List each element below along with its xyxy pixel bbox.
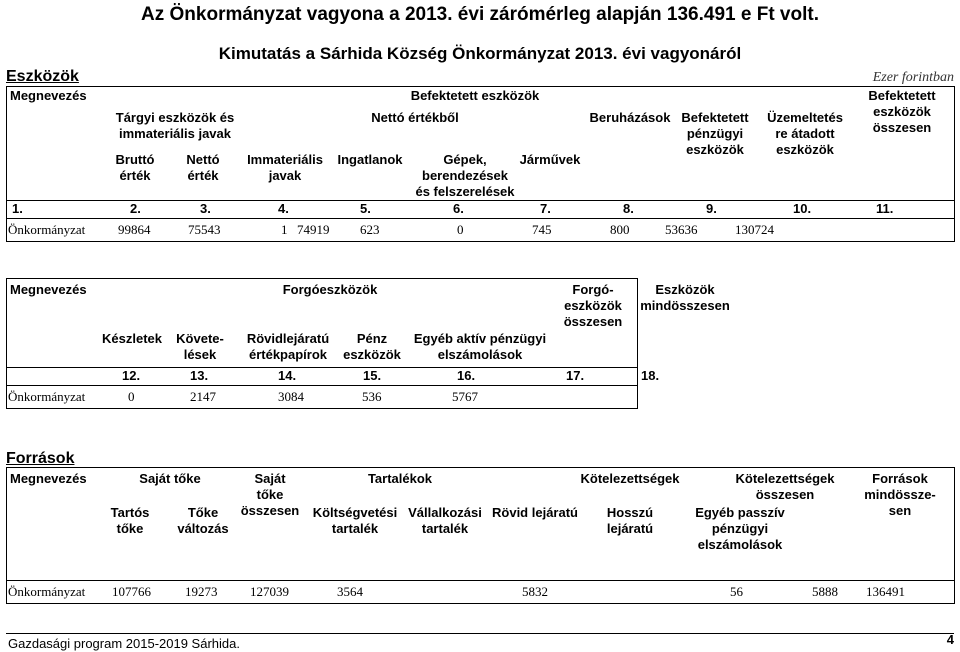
assets-cell-intangible: 1 xyxy=(281,222,288,237)
current-colnum-17: 17. xyxy=(566,368,585,383)
assets-header-machines-b: berendezések xyxy=(422,168,508,183)
assets-colnum-6: 6. xyxy=(453,201,464,216)
assets-header-gross-a: Bruttó xyxy=(115,152,155,167)
current-colnum-14: 14. xyxy=(278,368,297,383)
assets-header-net-a: Nettó xyxy=(186,152,220,167)
assets-colnum-11: 11. xyxy=(876,201,894,216)
current-cell-receivables: 2147 xyxy=(190,389,216,404)
assets-header-vehicles: Járművek xyxy=(519,152,581,167)
assets-colnum-9: 9. xyxy=(706,201,717,216)
assets-colnum-5: 5. xyxy=(360,201,371,216)
current-header-name: Megnevezés xyxy=(10,282,87,297)
assets-header-invested-total-c: összesen xyxy=(872,120,932,135)
sources-header-sources-total-a: Források xyxy=(872,471,928,486)
sources-header-other-passive-a: Egyéb passzív xyxy=(695,505,785,520)
assets-colnum-7: 7. xyxy=(540,201,551,216)
current-row-name: Önkormányzat xyxy=(8,389,86,404)
page-title: Az Önkormányzat vagyona a 2013. évi zárómérleg alapján 136.491 e Ft volt. xyxy=(141,4,819,25)
sources-header-budget-a: Költségvetési xyxy=(312,505,398,520)
assets-cell-vehicles: 0 xyxy=(457,222,464,237)
sources-cell-short-term: 5832 xyxy=(522,584,548,599)
assets-cell-real-estate: 74919 xyxy=(297,222,330,237)
assets-header-operated-a: Üzemeltetés xyxy=(767,110,843,125)
assets-section-label: Eszközök xyxy=(6,68,79,85)
assets-header-invested-total-b: eszközök xyxy=(873,104,931,119)
assets-cell-machines: 623 xyxy=(360,222,380,237)
assets-colnum-8: 8. xyxy=(623,201,634,216)
assets-header-intangible-a: Immateriális xyxy=(247,152,323,167)
assets-cell-financial: 800 xyxy=(610,222,630,237)
current-header-receivables-b: lések xyxy=(183,347,217,362)
sources-header-liabilities-total-a: Kötelezettségek xyxy=(735,471,835,486)
assets-header-invested: Befektetett eszközök xyxy=(410,88,540,103)
assets-colnum-10: 10. xyxy=(793,201,812,216)
assets-header-machines-c: és felszerelések xyxy=(415,184,515,199)
sources-header-permanent-a: Tartós xyxy=(110,505,150,520)
assets-cell-net: 75543 xyxy=(188,222,221,237)
current-cell-current-total: 5767 xyxy=(452,389,478,404)
assets-cell-invested-total: 130724 xyxy=(735,222,774,237)
current-header-total-b: eszközök xyxy=(564,298,622,313)
current-header-total-c: összesen xyxy=(563,314,623,329)
assets-colnum-4: 4. xyxy=(278,201,289,216)
sources-header-name: Megnevezés xyxy=(10,471,87,486)
footer-text: Gazdasági program 2015-2019 Sárhida. xyxy=(8,636,240,651)
assets-cell-operated: 53636 xyxy=(665,222,698,237)
sources-header-equity-total-b: tőke xyxy=(256,487,284,502)
assets-colnum-2: 2. xyxy=(130,201,141,216)
current-header-grand-a: Eszközök xyxy=(655,282,715,297)
assets-header-gross-b: érték xyxy=(119,168,151,183)
sources-header-change-b: változás xyxy=(177,521,229,536)
sources-header-business-a: Vállalkozási xyxy=(408,505,482,520)
current-colnum-16: 16. xyxy=(457,368,476,383)
sources-cell-permanent: 107766 xyxy=(112,584,151,599)
assets-cell-investments: 745 xyxy=(532,222,552,237)
sources-row-name: Önkormányzat xyxy=(8,584,86,599)
current-header-receivables-a: Követe- xyxy=(176,331,224,346)
sources-header-equity-total-a: Saját xyxy=(254,471,286,486)
sources-header-reserves: Tartalékok xyxy=(367,471,433,486)
current-cell-other: 536 xyxy=(362,389,382,404)
sources-header-change-a: Tőke xyxy=(187,505,219,520)
current-header-inventory: Készletek xyxy=(102,331,162,346)
assets-header-operated-b: re átadott xyxy=(775,126,835,141)
sources-cell-budget: 3564 xyxy=(337,584,363,599)
sources-header-equity-total-c: összesen xyxy=(240,503,300,518)
current-header-grand-b: mindösszesen xyxy=(640,298,730,313)
sources-cell-change: 19273 xyxy=(185,584,218,599)
sources-cell-liabilities-total: 5888 xyxy=(812,584,838,599)
assets-header-operated-c: eszközök xyxy=(776,142,834,157)
current-header-total-a: Forgó- xyxy=(572,282,614,297)
current-header-securities-b: értékpapírok xyxy=(248,347,328,362)
sources-header-equity: Saját tőke xyxy=(139,471,201,486)
sources-cell-other-passive: 56 xyxy=(730,584,743,599)
assets-header-net-b: érték xyxy=(187,168,219,183)
current-colnum-18: 18. xyxy=(641,368,660,383)
sources-cell-sources-total: 136491 xyxy=(866,584,905,599)
assets-header-real-estate: Ingatlanok xyxy=(337,152,403,167)
current-cell-inventory: 0 xyxy=(128,389,135,404)
current-header-current-assets: Forgóeszközök xyxy=(282,282,378,297)
sources-header-budget-b: tartalék xyxy=(331,521,379,536)
assets-header-net-value-from: Nettó értékből xyxy=(371,110,459,125)
assets-header-intangible-b: javak xyxy=(268,168,302,183)
sources-header-long-term-a: Hosszú xyxy=(606,505,654,520)
sources-header-sources-total-b: mindössze- xyxy=(864,487,936,502)
assets-header-machines-a: Gépek, xyxy=(443,152,487,167)
assets-header-invested-total-a: Befektetett xyxy=(868,88,936,103)
assets-header-investments: Beruházások xyxy=(589,110,671,125)
assets-colnum-1: 1. xyxy=(12,201,23,216)
current-colnum-12: 12. xyxy=(122,368,141,383)
sources-header-permanent-b: tőke xyxy=(116,521,144,536)
sources-header-liabilities: Kötelezettségek xyxy=(580,471,680,486)
current-header-other-b: elszámolások xyxy=(437,347,523,362)
current-header-cash-b: eszközök xyxy=(343,347,401,362)
sources-header-other-passive-c: elszámolások xyxy=(697,537,783,552)
page-number: 4 xyxy=(946,632,954,647)
sources-header-long-term-b: lejáratú xyxy=(606,521,654,536)
sources-header-liabilities-total-b: összesen xyxy=(755,487,815,502)
assets-header-tangible-a: Tárgyi eszközök és xyxy=(115,110,235,125)
current-header-cash-a: Pénz xyxy=(356,331,388,346)
sources-section-label: Források xyxy=(6,450,75,467)
current-cell-cash: 3084 xyxy=(278,389,304,404)
assets-header-name: Megnevezés xyxy=(10,88,87,103)
unit-note: Ezer forintban xyxy=(872,70,954,85)
sources-header-business-b: tartalék xyxy=(421,521,469,536)
assets-cell-gross: 99864 xyxy=(118,222,151,237)
assets-header-tangible-b: immateriális javak xyxy=(118,126,232,141)
current-header-securities-a: Rövidlejáratú xyxy=(246,331,330,346)
sources-header-sources-total-c: sen xyxy=(888,503,912,518)
assets-row-name: Önkormányzat xyxy=(8,222,86,237)
sources-header-short-term: Rövid lejáratú xyxy=(492,505,578,520)
page-subtitle: Kimutatás a Sárhida Község Önkormányzat 2013. évi vagyonáról xyxy=(218,44,742,63)
sources-cell-equity-total: 127039 xyxy=(250,584,289,599)
current-header-other-a: Egyéb aktív pénzügyi xyxy=(413,331,547,346)
sources-header-other-passive-b: pénzügyi xyxy=(711,521,769,536)
assets-header-financial-c: eszközök xyxy=(686,142,744,157)
current-colnum-13: 13. xyxy=(190,368,209,383)
assets-colnum-3: 3. xyxy=(200,201,211,216)
assets-header-financial-b: pénzügyi xyxy=(686,126,744,141)
current-colnum-15: 15. xyxy=(363,368,382,383)
assets-header-financial-a: Befektetett xyxy=(681,110,749,125)
